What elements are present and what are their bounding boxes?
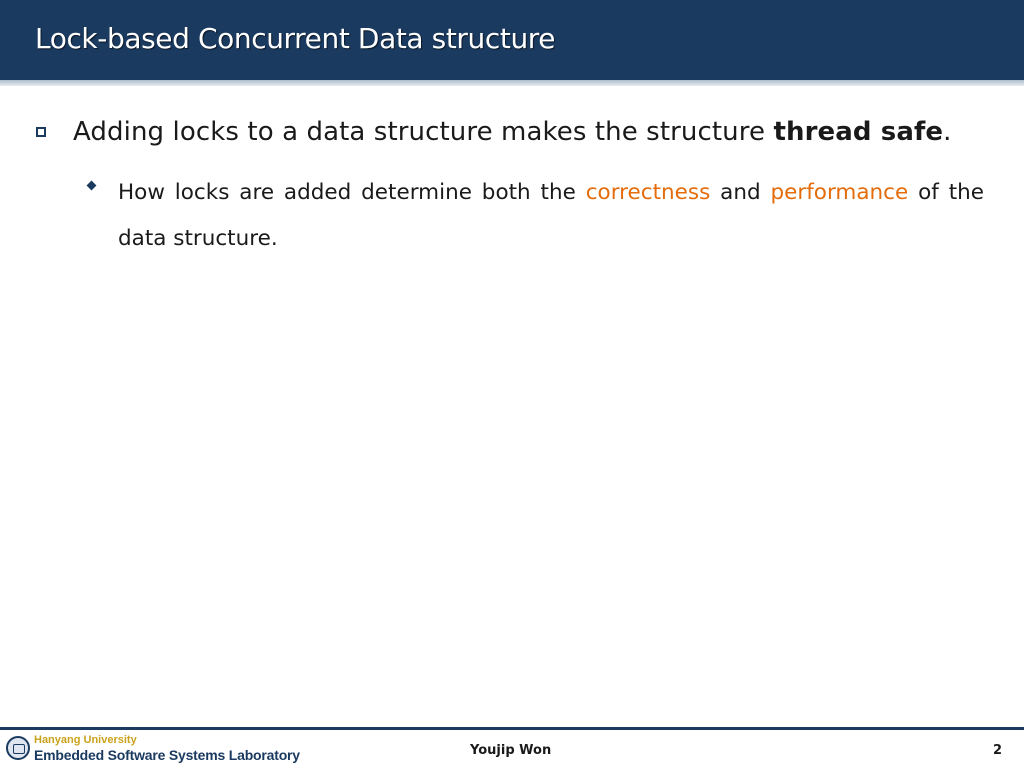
footer-lab: Embedded Software Systems Laboratory xyxy=(34,747,300,763)
footer-university: Hanyang University xyxy=(34,734,137,746)
bullet1-bold-term: thread safe xyxy=(773,117,944,147)
title-bar xyxy=(0,0,1024,80)
slide-title: Lock-based Concurrent Data structure xyxy=(35,22,556,55)
bullet2-accent-performance: performance xyxy=(770,180,909,205)
university-emblem-icon xyxy=(6,736,30,760)
bullet2-accent-correctness: correctness xyxy=(585,180,711,205)
page-number: 2 xyxy=(992,743,1002,758)
bullet2-part3: of the data structure. xyxy=(118,180,984,251)
bullet-level2-text xyxy=(118,170,984,262)
footer-author: Youjip Won xyxy=(470,743,552,758)
footer xyxy=(0,730,1024,768)
title-underline xyxy=(0,80,1024,86)
bullet1-text-after: . xyxy=(943,117,952,147)
diamond-bullet-icon xyxy=(87,181,97,191)
square-bullet-icon xyxy=(36,127,46,137)
bullet1-text-before: Adding locks to a data structure makes the structure xyxy=(73,117,774,147)
bullet2-part2: and xyxy=(710,180,771,205)
bullet2-part1: How locks are added determine both the xyxy=(118,180,586,205)
bullet-level1-text xyxy=(73,112,951,152)
